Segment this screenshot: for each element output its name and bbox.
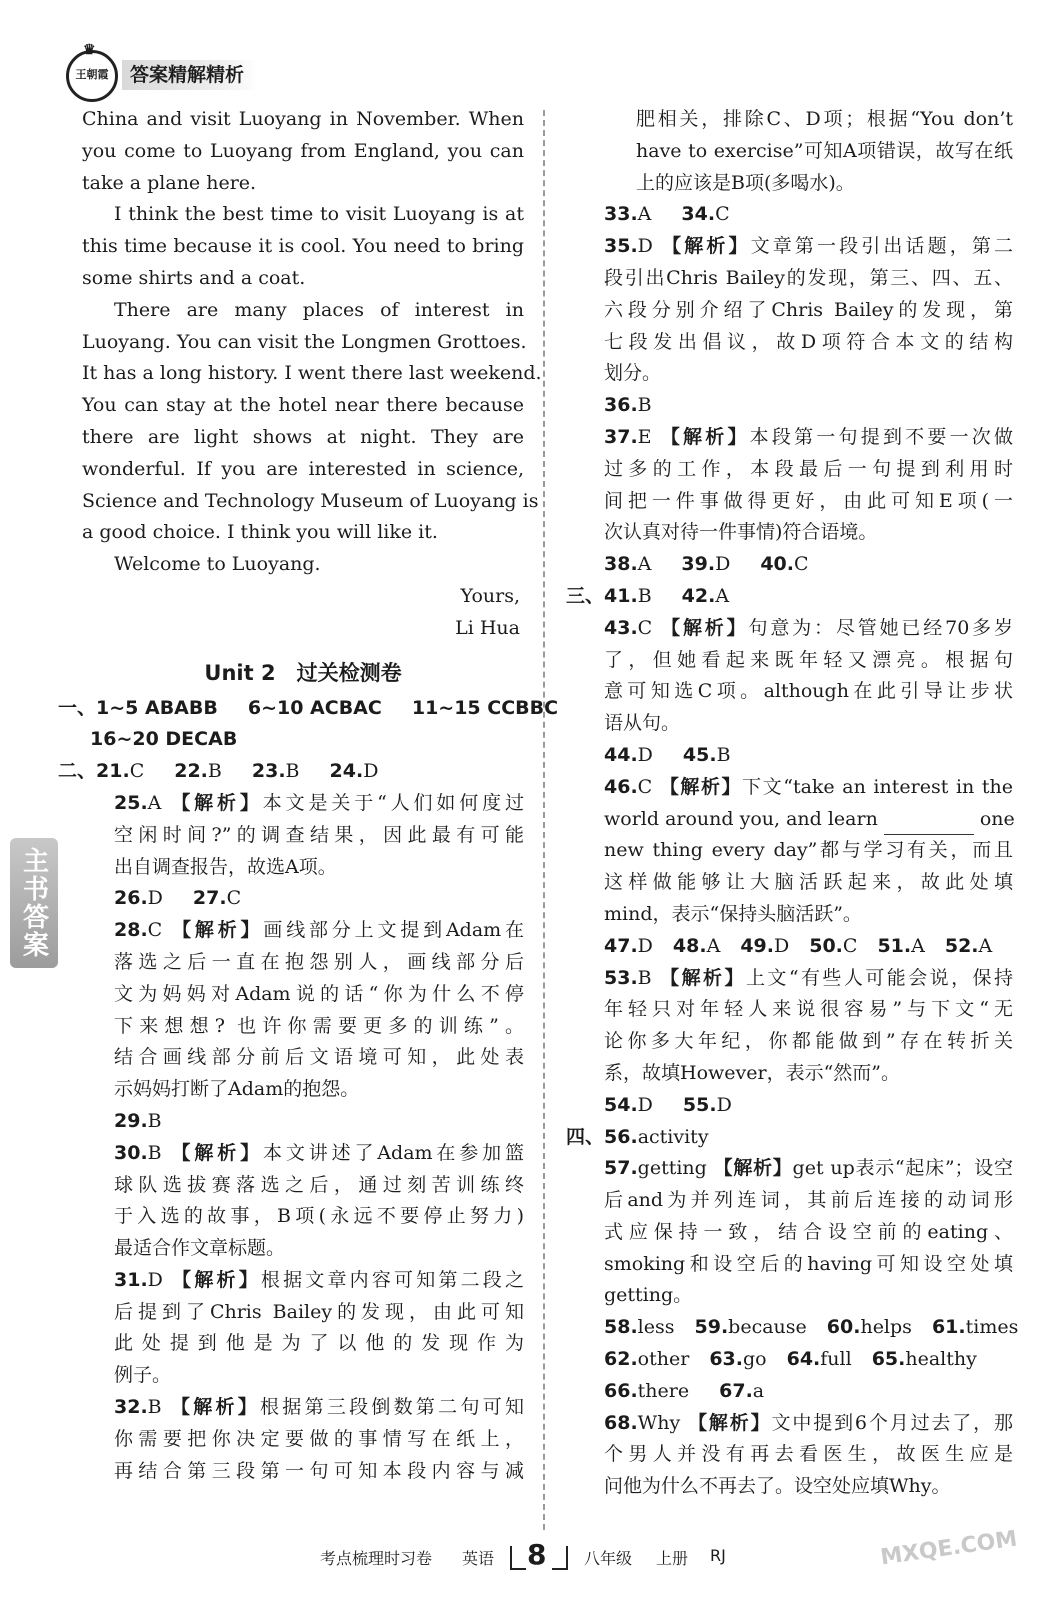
q-ans: B: [147, 1141, 162, 1164]
q-ans: other: [637, 1348, 690, 1371]
q-ans: C: [637, 616, 653, 639]
q-ans: A: [637, 553, 652, 576]
q-ans: B: [637, 966, 652, 989]
letter-line: you come to Luoyang from England, you can: [82, 139, 524, 162]
letter-line: some shirts and a coat.: [82, 266, 306, 289]
q-num: 66.: [604, 1379, 638, 1402]
explanation-line: 段引出Chris Bailey的发现，第三、四、五、: [604, 266, 1013, 289]
q-num: 25.: [114, 791, 148, 814]
page-number: 8: [527, 1538, 547, 1571]
q-ans: healthy: [905, 1348, 977, 1371]
explanation-line: 这样做能够让大脑活跃起来，故此处填: [604, 871, 1013, 894]
answer-range: 11~15 CCBBC: [411, 696, 559, 719]
page-header: [62, 42, 542, 102]
q-ans: B: [637, 584, 652, 607]
letter-signature: Li Hua: [455, 616, 520, 639]
explanation-line: 落选之后一直在抱怨别人，画线部分后: [114, 950, 524, 973]
answer-item-30: [82, 1138, 524, 1265]
q-num: 33.: [604, 203, 638, 226]
answer-item-25: [82, 788, 524, 883]
q-ans: C: [226, 887, 242, 910]
answer-row: [58, 756, 524, 788]
watermark: MXQE.COM: [878, 1526, 1019, 1571]
answer-item-68: [568, 1408, 1013, 1503]
q-num: 40.: [760, 553, 794, 576]
q-ans: D: [637, 235, 653, 258]
q-num: 44.: [604, 743, 638, 766]
analysis-tag: 【解析】: [659, 775, 743, 798]
explanation-line: one: [979, 807, 1015, 830]
letter-line: Luoyang. You can visit the Longmen Grottoes.: [82, 330, 527, 353]
answer-row: [568, 740, 1013, 772]
explanation-line: world around you, and learn: [604, 807, 878, 830]
explanation-line: 问他为什么不再去了。设空处应填Why。: [604, 1475, 951, 1498]
q-num: 67.: [719, 1379, 753, 1402]
q-ans: B: [147, 1109, 162, 1132]
analysis-tag: 【解析】: [713, 1157, 793, 1180]
q-num: 53.: [604, 966, 638, 989]
q-ans: D: [363, 760, 379, 783]
q-num: 68.: [604, 1411, 638, 1434]
q-num: 49.: [740, 934, 774, 957]
explanation-line: 个男人并没有再去看医生，故医生应是: [604, 1443, 1013, 1466]
q-num: 54.: [604, 1093, 638, 1116]
analysis-tag: 【解析】: [660, 966, 746, 989]
answer-row: [58, 693, 559, 725]
q-ans: B: [285, 760, 300, 783]
analysis-tag: 【解析】: [170, 1396, 261, 1419]
side-tab: [10, 838, 58, 968]
answer-item-53: [568, 963, 1013, 1090]
q-num: 27.: [192, 887, 227, 910]
analysis-tag: 【解析】: [171, 1141, 263, 1164]
explanation-line: 后and为并列连词，其前后连接的动词形: [604, 1189, 1013, 1212]
edition: RJ: [710, 1546, 726, 1565]
explanation-line: 论你多大年纪，你都能做到”存在转折关: [604, 1030, 1013, 1053]
q-ans: D: [637, 743, 653, 766]
q-ans: C: [129, 760, 145, 783]
letter-line: wonderful. If you are interested in science,: [82, 457, 524, 480]
explanation-line: 次认真对待一件事情)符合语境。: [604, 521, 878, 544]
q-num: 32.: [114, 1396, 148, 1419]
logo-text: 王朝霞: [75, 68, 109, 81]
q-ans: A: [637, 203, 652, 226]
q-ans: B: [716, 743, 731, 766]
q-num: 35.: [604, 235, 638, 258]
right-column: [566, 104, 1019, 1503]
explanation-line: have to exercise”可知A项错误，故写在纸: [636, 139, 1013, 162]
book-title: 考点梳理时习卷: [320, 1549, 433, 1568]
subject: 英语: [462, 1549, 495, 1568]
answer-item-32: [82, 1392, 524, 1487]
q-num: 22.: [174, 760, 208, 783]
explanation-line: 结合画线部分前后文语境可知，此处表: [114, 1046, 524, 1069]
explanation-line: new thing every day”都与学习有关，而且: [604, 839, 1013, 862]
q-ans: activity: [637, 1125, 709, 1148]
answer-row: [566, 581, 1013, 613]
letter-closing: Welcome to Luoyang.: [114, 553, 321, 576]
answer-range: 16~20 DECAB: [90, 728, 238, 751]
q-num: 59.: [694, 1316, 729, 1339]
letter-line: Science and Technology Museum of Luoyang is: [82, 489, 539, 512]
explanation-line: 上文“有些人可能会说，保持: [745, 966, 1014, 989]
q-ans: go: [742, 1348, 767, 1371]
answer-item-35: [568, 231, 1013, 390]
q-num: 65.: [871, 1348, 906, 1371]
q-num: 26.: [114, 887, 148, 910]
answer-row: [568, 1090, 1013, 1122]
explanation-line: 间把一件事做得更好，由此可知E项(一: [604, 489, 1013, 512]
answer-row: [82, 1106, 524, 1138]
section-label: 二、: [58, 760, 97, 783]
explanation-line: 过多的工作，本段最后一句提到利用时: [604, 457, 1013, 480]
volume: 上册: [656, 1549, 689, 1568]
q-ans: D: [147, 887, 163, 910]
q-num: 57.: [604, 1157, 638, 1180]
q-num: 23.: [251, 760, 286, 783]
letter-signoff: Yours,: [460, 584, 520, 607]
q-ans: D: [716, 1093, 732, 1116]
explanation-line: 下来想想? 也许你需要更多的训练”。: [114, 1014, 524, 1037]
explanation-line: getting。: [604, 1284, 693, 1307]
explanation-line: 本文是关于“人们如何度过: [262, 791, 524, 814]
explanation-line: 根据文章内容可知第二段之: [260, 1268, 524, 1291]
analysis-tag: 【解析】: [662, 235, 751, 258]
q-num: 47.: [604, 934, 638, 957]
q-num: 55.: [682, 1093, 717, 1116]
fill-blank: [884, 816, 974, 835]
q-ans: C: [842, 934, 858, 957]
q-num: 56.: [604, 1125, 638, 1148]
answer-row: [568, 549, 1013, 581]
explanation-line: 例子。: [114, 1364, 172, 1387]
answer-row: [568, 199, 1013, 231]
q-num: 36.: [604, 394, 638, 417]
q-num: 31.: [114, 1268, 148, 1291]
letter-line: There are many places of interest in: [114, 298, 524, 321]
answer-row: [566, 1122, 1013, 1154]
explanation-line: 本文讲述了Adam在参加篮: [263, 1141, 524, 1164]
explanation-line: 年轻只对年轻人来说很容易”与下文“无: [604, 998, 1013, 1021]
q-num: 24.: [329, 760, 364, 783]
explanation-line: 后提到了Chris Bailey的发现，由此可知: [114, 1300, 524, 1323]
answer-range: 6~10 ACBAC: [247, 696, 382, 719]
q-ans: C: [715, 203, 730, 226]
analysis-tag: 【解析】: [660, 425, 750, 448]
answer-item-37: [568, 422, 1013, 549]
q-ans: A: [715, 584, 730, 607]
q-ans: D: [637, 1093, 653, 1116]
q-ans: C: [637, 775, 653, 798]
section-label: 三、: [566, 584, 605, 607]
explanation-line: 于入选的故事，B项(永远不要停止努力): [114, 1205, 524, 1228]
answer-row: [568, 931, 1013, 963]
q-ans: A: [978, 934, 993, 957]
q-ans: A: [147, 791, 162, 814]
explanation-line: 根据第三段倒数第二句可知: [260, 1396, 524, 1419]
q-ans: E: [637, 425, 652, 448]
explanation-line: 意可知选C项。although在此引导让步状: [604, 680, 1013, 703]
answer-item-31: [82, 1265, 524, 1392]
q-ans: B: [147, 1396, 162, 1419]
analysis-tag: 【解析】: [661, 616, 749, 639]
q-ans: less: [637, 1316, 675, 1339]
explanation-line: 最适合作文章标题。: [114, 1237, 286, 1260]
q-num: 46.: [604, 775, 638, 798]
q-num: 30.: [114, 1141, 148, 1164]
explanation-line: 上的应该是B项(多喝水)。: [636, 171, 855, 194]
explanation-line: 球队选拔赛落选之后，通过刻苦训练终: [114, 1173, 524, 1196]
side-tab-label: 主书答案: [18, 847, 49, 959]
unit-title: Unit 2 过关检测卷: [204, 660, 402, 685]
q-num: 50.: [809, 934, 843, 957]
analysis-tag: 【解析】: [688, 1411, 772, 1434]
explanation-line: 你需要把你决定要做的事情写在纸上，: [114, 1427, 524, 1450]
explanation-line: 下文“take an interest in the: [742, 775, 1013, 798]
section-label: 四、: [566, 1125, 605, 1148]
q-ans: C: [793, 553, 809, 576]
q-num: 28.: [114, 919, 148, 942]
q-ans: D: [637, 934, 653, 957]
q-ans: C: [147, 919, 163, 942]
explanation-line: 式应保持一致，结合设空前的eating、: [604, 1220, 1013, 1243]
q-num: 60.: [826, 1316, 861, 1339]
q-num: 34.: [681, 203, 716, 226]
header-title: 答案精解精析: [122, 60, 258, 90]
q-num: 62.: [604, 1348, 638, 1371]
explanation-line: 空闲时间?”的调查结果，因此最有可能: [114, 823, 524, 846]
q-ans: D: [715, 553, 731, 576]
explanation-line: 出自调查报告，故选A项。: [114, 855, 337, 878]
page-bracket-right: [552, 1546, 568, 1570]
explanation-line: 示妈妈打断了Adam的抱怨。: [114, 1078, 360, 1101]
left-column: [58, 104, 559, 1487]
q-num: 63.: [709, 1348, 743, 1371]
explanation-line: mind，表示“保持头脑活跃”。: [604, 902, 862, 925]
crown-icon: ♛: [83, 42, 96, 58]
q-num: 41.: [604, 584, 638, 607]
grade: 八年级: [584, 1549, 633, 1568]
q-ans: A: [911, 934, 925, 957]
page-bracket-left: [510, 1546, 526, 1570]
analysis-tag: 【解析】: [172, 919, 264, 942]
answer-row: [82, 724, 524, 756]
q-num: 48.: [672, 934, 707, 957]
answer-item-57: [568, 1153, 1013, 1312]
answer-row: [568, 1312, 1019, 1344]
answer-row: [82, 883, 524, 915]
letter-line: China and visit Luoyang in November. When: [82, 108, 524, 130]
q-num: 61.: [931, 1316, 966, 1339]
explanation-line: 画线部分上文提到Adam在: [263, 919, 525, 942]
answer-range: 1~5 ABABB: [96, 696, 218, 719]
q-ans: getting: [637, 1157, 707, 1180]
q-ans: D: [773, 934, 790, 957]
analysis-tag: 【解析】: [171, 791, 263, 814]
explanation-line: 七段发出倡议，故D项符合本文的结构: [604, 330, 1013, 353]
explanation-line: 文章第一段引出话题，第二: [750, 235, 1013, 258]
explanation-line: 本段第一句提到不要一次做: [749, 425, 1013, 448]
q-num: 64.: [786, 1348, 821, 1371]
q-ans: helps: [860, 1316, 912, 1339]
q-num: 45.: [682, 743, 717, 766]
explanation-line: 此处提到他是为了以他的发现作为: [114, 1332, 524, 1355]
analysis-tag: 【解析】: [172, 1268, 261, 1291]
q-num: 52.: [944, 934, 979, 957]
q-ans: because: [728, 1316, 807, 1339]
q-ans: full: [820, 1348, 852, 1371]
q-num: 58.: [604, 1316, 638, 1339]
explanation-line: smoking和设空后的having可知设空处填: [604, 1252, 1013, 1275]
answer-item-28: [82, 915, 524, 1106]
q-ans: there: [637, 1379, 690, 1402]
column-divider: [543, 110, 545, 1530]
q-num: 42.: [681, 584, 716, 607]
q-ans: A: [706, 934, 721, 957]
explanation-line: 文为妈妈对Adam说的话“你为什么不停: [114, 982, 524, 1005]
letter-line: I think the best time to visit Luoyang is at: [114, 203, 524, 226]
q-num: 37.: [604, 425, 638, 448]
explanation-line: 划分。: [604, 362, 662, 385]
explanation-line: get up表示“起床”；设空: [792, 1157, 1013, 1180]
q-ans: B: [207, 760, 222, 783]
q-num: 43.: [604, 616, 638, 639]
explanation-line: 再结合第三段第一句可知本段内容与减: [114, 1459, 524, 1482]
answer-row: [568, 1376, 1013, 1408]
explanation-line: 了，但她看起来既年轻又漂亮。根据句: [604, 648, 1013, 671]
q-num: 29.: [114, 1109, 148, 1132]
continued-explanation: [568, 104, 1013, 199]
letter-line: It has a long history. I went there last weekend.: [82, 362, 542, 385]
answer-item-43: [568, 613, 1013, 740]
q-num: 39.: [681, 553, 716, 576]
letter-line: a good choice. I think you will like it.: [82, 521, 438, 544]
explanation-line: 句意为：尽管她已经70多岁: [748, 616, 1013, 639]
section-label: 一、: [58, 696, 97, 719]
letter-line: take a plane here.: [82, 171, 257, 194]
explanation-line: 语从句。: [604, 712, 681, 735]
q-ans: D: [147, 1268, 163, 1291]
explanation-line: 肥相关，排除C、D项；根据“You don’t: [636, 108, 1013, 130]
q-num: 51.: [877, 934, 912, 957]
q-ans: times: [965, 1316, 1019, 1339]
q-ans: a: [752, 1379, 765, 1402]
explanation-line: 文中提到6个月过去了，那: [771, 1411, 1013, 1434]
q-num: 21.: [96, 760, 130, 783]
explanation-line: 六段分别介绍了Chris Bailey的发现，第: [604, 298, 1013, 321]
q-ans: B: [637, 394, 652, 417]
letter-line: this time because it is cool. You need to bring: [82, 235, 524, 258]
letter-line: there are light shows at night. They are: [82, 425, 524, 448]
explanation-line: 系，故填However，表示“然而”。: [604, 1061, 901, 1084]
answer-item-46: [568, 772, 1013, 931]
answer-row: [568, 1344, 1013, 1376]
letter-line: You can stay at the hotel near there because: [82, 394, 524, 417]
answer-row: [568, 390, 1013, 422]
q-ans: Why: [637, 1411, 681, 1434]
brand-logo: [66, 42, 118, 102]
q-num: 38.: [604, 553, 638, 576]
